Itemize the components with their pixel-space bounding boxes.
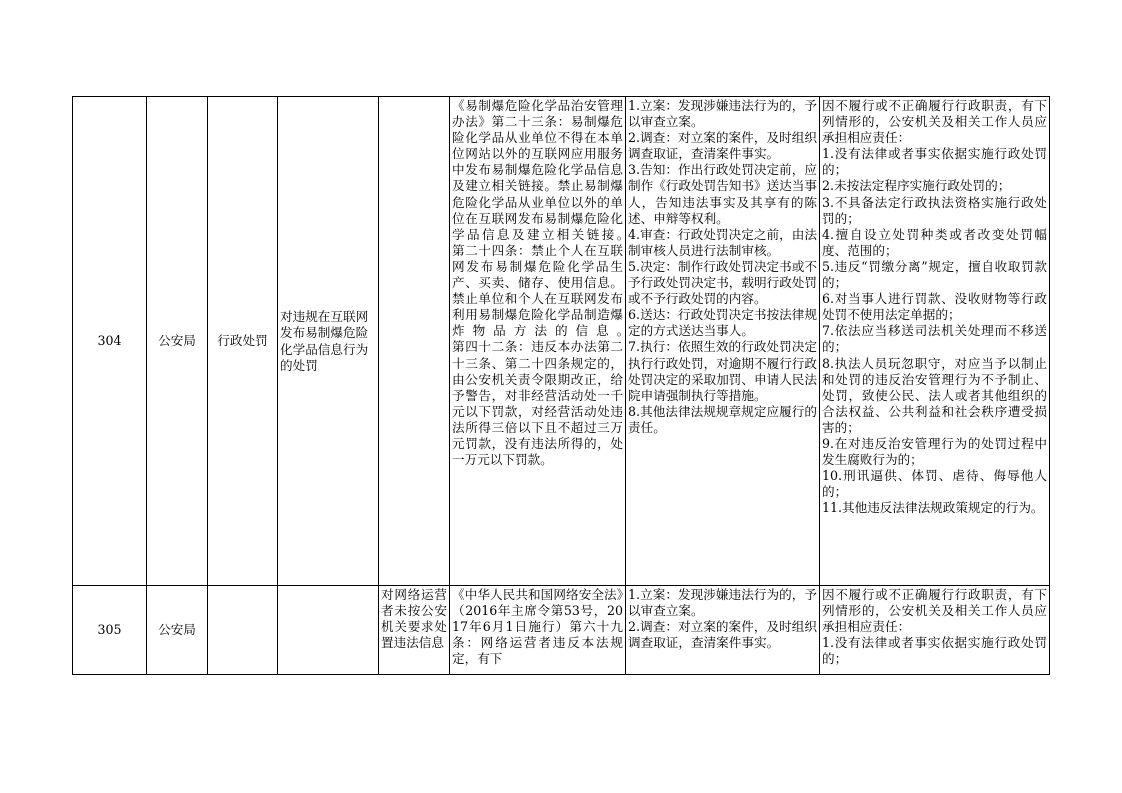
sub-item-cell bbox=[379, 97, 450, 586]
department-cell: 公安局 bbox=[147, 97, 208, 586]
legal-basis-cell bbox=[450, 97, 626, 586]
responsibility-text: 1.立案：发现涉嫌违法行为的，予以审查立案。 2.调查：对立案的案件，及时组织调查取证，查清案件事实。 bbox=[628, 587, 817, 651]
row-number: 304 bbox=[73, 97, 147, 586]
sub-item-text: 对网络运营者未按公安机关要求处置违法信息 bbox=[381, 587, 447, 651]
legal-basis-cell bbox=[450, 586, 626, 675]
responsibility-text: 1.立案：发现涉嫌违法行为的，予以审查立案。 2.调查：对立案的案件，及时组织调查取证，查清案件事实。 3.告知：作出行政处罚决定前，应制作《行政处罚告知书》送达当事人，告知违法事实及其享有的陈述、申辩等权利。 4.审查：行政处罚决定之前，由法制审核人员进行法制审核。 5.决定：制作行政处罚决定书或不予行政处罚决定书，载明行政处罚或不予行政处罚的内容。 6.送达：行政处罚决定书按法律规定的方式送达当事人。 7.执行：依照生效的行政处罚决定执行行政处罚，对逾期不履行行政处罚决定的采取加罚、申请人民法院申请强制执行等措施。 8.其他法律法规规章规定应履行的责任。 bbox=[628, 98, 817, 435]
department-cell: 公安局 bbox=[147, 586, 208, 675]
penalty-table bbox=[72, 96, 1050, 675]
row-number: 305 bbox=[73, 586, 147, 675]
accountability-text: 因不履行或不正确履行行政职责，有下列情形的，公安机关及相关工作人员应承担相应责任： 1.没有法律或者事实依据实施行政处罚的； bbox=[822, 587, 1047, 667]
category-cell bbox=[208, 586, 278, 675]
item-name-cell bbox=[278, 586, 379, 675]
item-name-cell: 对违规在互联网发布易制爆危险化学品信息行为的处罚 bbox=[278, 97, 379, 586]
legal-basis-text: 《中华人民共和国网络安全法》（2016年主席令第53号，2017年6月1日施行）第六十九条：网络运营者违反本法规定，有下 bbox=[452, 587, 623, 667]
responsibility-cell bbox=[626, 586, 820, 675]
table-row bbox=[73, 97, 1050, 586]
accountability-text: 因不履行或不正确履行行政职责，有下列情形的，公安机关及相关工作人员应承担相应责任： 1.没有法律或者事实依据实施行政处罚的； 2.未按法定程序实施行政处罚的； 3.不具备法定行政执法资格实施行政处罚的； 4.擅自设立处罚种类或者改变处罚幅度、范围的； 5.违反“罚缴分离”规定，擅自收取罚款的； 6.对当事人进行罚款、没收财物等行政处罚不使用法定单据的； 7.依法应当移送司法机关处理而不移送的； 8.执法人员玩忽职守，对应当予以制止和处罚的违反治安管理行为不予制止、处罚，致使公民、法人或者其他组织的合法权益、公共利益和社会秩序遭受损害的； 9.在对违反治安管理行为的处罚过程中发生腐败行为的； 10.刑讯逼供、体罚、虐待、侮辱他人的； 11.其他违反法律法规政策规定的行为。 bbox=[822, 98, 1047, 516]
accountability-cell bbox=[820, 97, 1050, 586]
accountability-cell bbox=[820, 586, 1050, 675]
responsibility-cell bbox=[626, 97, 820, 586]
category-cell: 行政处罚 bbox=[208, 97, 278, 586]
legal-basis-text: 《易制爆危险化学品治安管理办法》第二十三条：易制爆危险化学品从业单位不得在本单位网站以外的互联网应用服务中发布易制爆危险化学品信息及建立相关链接。禁止易制爆危险化学品从业单位以外的单位在互联网发布易制爆危险化学品信息及建立相关链接。 第二十四条：禁止个人在互联网发布易制爆危险化学品生产、买卖、储存、使用信息。禁止单位和个人在互联网发布利用易制爆危险化学品制造爆炸物品方法的信息。 第四十二条：违反本办法第二十三条、第二十四条规定的，由公安机关责令限期改正，给予警告，对非经营活动处一千元以下罚款，对经营活动处违法所得三倍以下且不超过三万元罚款，没有违法所得的，处一万元以下罚款。 bbox=[452, 98, 623, 468]
table-row bbox=[73, 586, 1050, 675]
sub-item-cell bbox=[379, 586, 450, 675]
